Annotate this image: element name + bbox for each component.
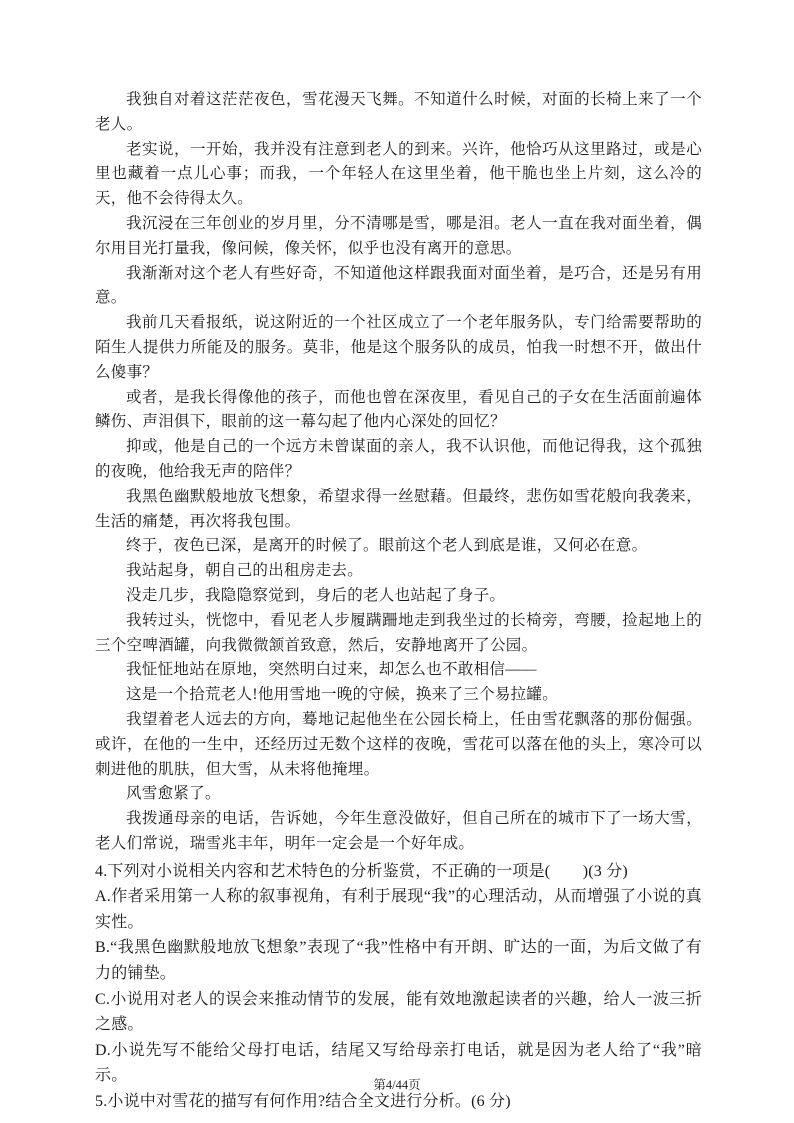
story-paragraph: 我渐渐对这个老人有些好奇，不知道他这样跟我面对面坐着，是巧合，还是另有用意。	[95, 264, 702, 307]
page-number: 第4/44页	[373, 1078, 421, 1092]
story-paragraph: 这是一个拾荒老人!他用雪地一晚的守候，换来了三个易拉罐。	[126, 686, 559, 704]
question-4-option-d: D.小说先写不能给父母打电话，结尾又写给母亲打电话，就是因为老人给了“我”暗示。	[95, 1041, 702, 1085]
story-paragraph: 没走几步，我隐隐察觉到，身后的老人也站起了身子。	[126, 586, 506, 604]
story-paragraph: 风雪愈紧了。	[126, 785, 221, 803]
question-4-option-c: C.小说用对老人的误会来推动情节的发展，能有效地激起读者的兴趣，给人一波三折之感。	[95, 990, 702, 1034]
story-paragraph: 我怔怔地站在原地，突然明白过来，却怎么也不敢相信——	[126, 661, 537, 679]
story-paragraph: 我黑色幽默般地放飞想象，希望求得一丝慰藉。但最终，悲伤如雪花般向我袭来，生活的痛楚，再次将我包围。	[95, 487, 702, 530]
question-4-option-b: B.“我黑色幽默般地放飞想象”表现了“我”性格中有开朗、旷达的一面，为后文做了有力的铺垫。	[95, 939, 702, 983]
question-4-stem: 4.下列对小说相关内容和艺术特色的分析鉴赏，不正确的一项是( )(3 分)	[95, 862, 628, 880]
story-paragraph: 我独自对着这茫茫夜色，雪花漫天飞舞。不知道什么时候，对面的长椅上来了一个老人。	[95, 91, 702, 133]
story-passage	[95, 88, 702, 857]
question-4-option-a: A.作者采用第一人称的叙事视角，有利于展现“我”的心理活动，从而增强了小说的真实性。	[95, 888, 702, 931]
page-content	[95, 88, 702, 1115]
story-paragraph: 我站起身，朝自己的出租房走去。	[126, 562, 364, 580]
story-paragraph: 我转过头，恍惚中，看见老人步履蹒跚地走到我坐过的长椅旁，弯腰，捡起地上的三个空啤酒罐，向我微微颔首致意，然后，安静地离开了公园。	[95, 611, 702, 654]
story-paragraph: 我沉浸在三年创业的岁月里，分不清哪是雪，哪是泪。老人一直在我对面坐着，偶尔用目光打量我，像问候，像关怀，似乎也没有离开的意思。	[95, 214, 702, 257]
question-5: 5.小说中对雪花的描写有何作用?结合全文进行分析。(6 分)	[95, 1093, 511, 1111]
story-paragraph: 我望着老人远去的方向，蓦地记起他坐在公园长椅上，任由雪花飘落的那份倔强。或许，在他的一生中，还经历过无数个这样的夜晚，雪花可以落在他的头上，寒冷可以刺进他的肌肤，但大雪，从未将他掩埋。	[95, 710, 702, 778]
story-paragraph: 或者，是我长得像他的孩子，而他也曾在深夜里，看见自己的子女在生活面前遍体鳞伤、声泪俱下，眼前的这一幕勾起了他内心深处的回忆？	[95, 388, 702, 431]
story-paragraph: 我前几天看报纸，说这附近的一个社区成立了一个老年服务队，专门给需要帮助的陌生人提供力所能及的服务。莫非，他是这个服务队的成员，怕我一时想不开，做出什么傻事？	[95, 314, 702, 381]
story-paragraph: 我拨通母亲的电话，告诉她，今年生意没做好，但自己所在的城市下了一场大雪，老人们常说，瑞雪兆丰年，明年一定会是一个好年成。	[95, 810, 702, 852]
story-paragraph: 终于，夜色已深，是离开的时候了。眼前这个老人到底是谁，又何必在意。	[126, 537, 648, 555]
story-paragraph: 抑或，他是自己的一个远方未曾谋面的亲人，我不认识他，而他记得我，这个孤独的夜晚，他给我无声的陪伴？	[95, 438, 702, 480]
story-paragraph: 老实说，一开始，我并没有注意到老人的到来。兴许，他恰巧从这里路过，或是心里也藏着一点儿心事；而我，一个年轻人在这里坐着，他干脆也坐上片刻，这么冷的天，他不会待得太久。	[95, 140, 702, 208]
